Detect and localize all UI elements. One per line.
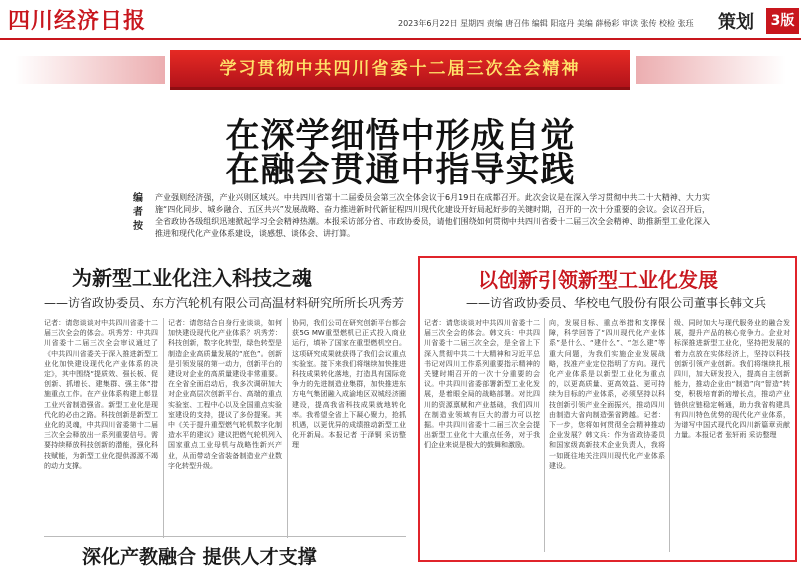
column-divider [544,318,545,552]
column-divider [163,318,164,538]
right-article-title: 以创新引领新型工业化发展 [478,268,718,292]
dateline: 2023年6月22日 星期四 责编 唐召伟 编辑 阳寇丹 美编 薛杨彩 审读 张传 校检 张珏 [398,19,694,28]
right-article-column-2: 向，发展目标、重点举措和支撑保障，科学回答了“四川现代化产业体系”是什么、“建什么”、“怎么建”等重大问题，为我们实施企业发展战略，找准产业定位指明了方向。现代化产业体系是以新型工业化为重点的，以更高质量、更高效益、更可持续为目标的产业体系，必须坚持以科技创新引领产业全面振兴，推动四川由制造大省向制造强省跨越。记者：下一步，您将如何贯彻全会精神推动企业发展？韩文兵：作为省政协委员和国家级高新技术企业负责人，我将一如既往地关注四川现代化产业体系建设。 [549,319,665,470]
newspaper-logo: 四川经济日报 [8,8,147,34]
section-label: 策划 [718,12,754,33]
editor-note-tag: 编者按 [133,193,143,232]
right-article-subtitle: ——访省政协委员、华校电气股份有限公司董事长韩文兵 [466,296,767,310]
editor-note: 产业强则经济强，产业兴则区域兴。中共四川省第十二届委员会第三次全体会议于6月19日在成都召开。此次会议是在深入学习贯彻中共二十大精神、大力实施“四化同步、城乡融合、五区共兴”发展战略、奋力推进新时代新征程四川现代化建设开好局起好步的关键时期，召开的一次十分重要的会议。会议召开后，全省政协各级组织迅速掀起学习全会精神热潮。本报采访部分省、市政协委员，请他们围绕如何贯彻中共四川省委十二届三次全会精神、助推新型工业化深入推进和现代化产业体系建设，谈感想、谈体会、讲打算。 [155,193,710,238]
banner-text: 学习贯彻中共四川省委十二届三次全会精神 [219,59,581,79]
left-article-title: 为新型工业化注入科技之魂 [72,266,312,290]
left-article-column-2: 记者：请您结合自身行业谈谈，如何加快建设现代化产业体系？巩秀芳：科技创新，数字化转型，绿色转型是制造企业高质量发展的“底色”。创新是引领发展的第一动力，创新平台的建设对企业的高质量建设非常重要。在全省全面启动后，我多次调研加大对企业高层次创新平台、高端的重点实验室、工程中心以及全国重点实验室建设的支持，提议了多份提案。其中《关于提升重型燃气轮机数字化制造水平的建议》建议把燃气轮机列入国家重点工业母机与战略性新兴产业，从而带动全省装备制造业产业数字化转型升级。 [168,319,282,470]
right-article-column-1: 记者：请您谈谈对中共四川省委十二届三次全会的体会。韩文兵：中共四川省委十二届三次全会，是全省上下深入贯彻中共二十大精神和习近平总书记对四川工作系列重要指示精神的关键时期召开的一次十分重要的会议。中共四川省委部署新型工业化发展，是着眼全局的战略部署。对比四川的资源禀赋和产业基础，我们四川在制造业领域有巨大的潜力可以挖掘。中共四川省委十二届三次全会提出新型工业化十大重点任务，对于我们企业来说是极大的鼓舞和激励。 [424,319,540,450]
masthead [0,0,801,42]
banner-wing-left [15,56,165,84]
bottom-article-title: 深化产教融合 提供人才支撑 [82,546,317,566]
column-divider [287,318,288,538]
masthead-rule [0,38,801,40]
topic-banner [170,50,630,90]
banner-wing-right [636,56,786,84]
column-divider [669,318,670,552]
main-headline-line2: 在融会贯通中指导实践 [225,150,576,190]
section-divider [44,536,406,537]
page-number: 3版 [766,8,799,34]
left-article-column-3: 协同，我们公司在研究创新平台都会获5G MW重型燃机已正式投入商业运行，填补了国家在重型燃机空白。这项研究成果就获得了我们会议重点实验室。接下来我们将继续加快推进科技成果转化落地，打造具有国际竞争力的先进制造业集群，加快推进东方电气集团融入成渝地区双城经济圈建设，提高我省科技成果就地转化率。我希望全省上下凝心聚力，抢抓机遇，以更优异的成绩推动新型工业化开新局。本报记者 于泽铜 采访整理 [292,319,406,450]
right-article-column-3: 级、同时加大与现代服务业的融合发展，提升产品的核心竞争力。企业对标深推进新型工业化，坚持把发展的着力点放在实体经济上，坚持以科技创新引领产业创新。我们将继续扎根四川，加大研发投入，提高自主创新能力，推动企业由“制造”向“智造”转变，积极培育新的增长点，推动产业链供应链稳定畅通，助力我省构建具有四川特色优势的现代化产业体系，为谱写中国式现代化四川新篇章贡献力量。本报记者 张轩雨 采访整理 [674,319,790,440]
left-article-subtitle: ——访省政协委员、东方汽轮机有限公司高温材料研究所所长巩秀芳 [44,296,405,310]
main-headline-line1: 在深学细悟中形成自觉 [225,116,576,156]
left-article-column-1: 记者：请您谈谈对中共四川省委十二届三次全会的体会。巩秀芳：中共四川省委十二届三次全会审议通过了《中共四川省委关于深入推进新型工业化加快建设现代化产业体系的决定》，其中围绕“提质效、强长板、促创新、抓增长、建集群、强主体”措施重点工作。在产业体系构建上彰显工业兴省制造强省。新型工业化是现代化的必由之路。科技创新是新型工业化的灵魂，中共四川省委第十二届三次全会释放出一系列重要信号。需要持续释放科技创新的潜能，强化科技赋能，为新型工业化提供源源不竭的动力支撑。 [44,319,158,470]
